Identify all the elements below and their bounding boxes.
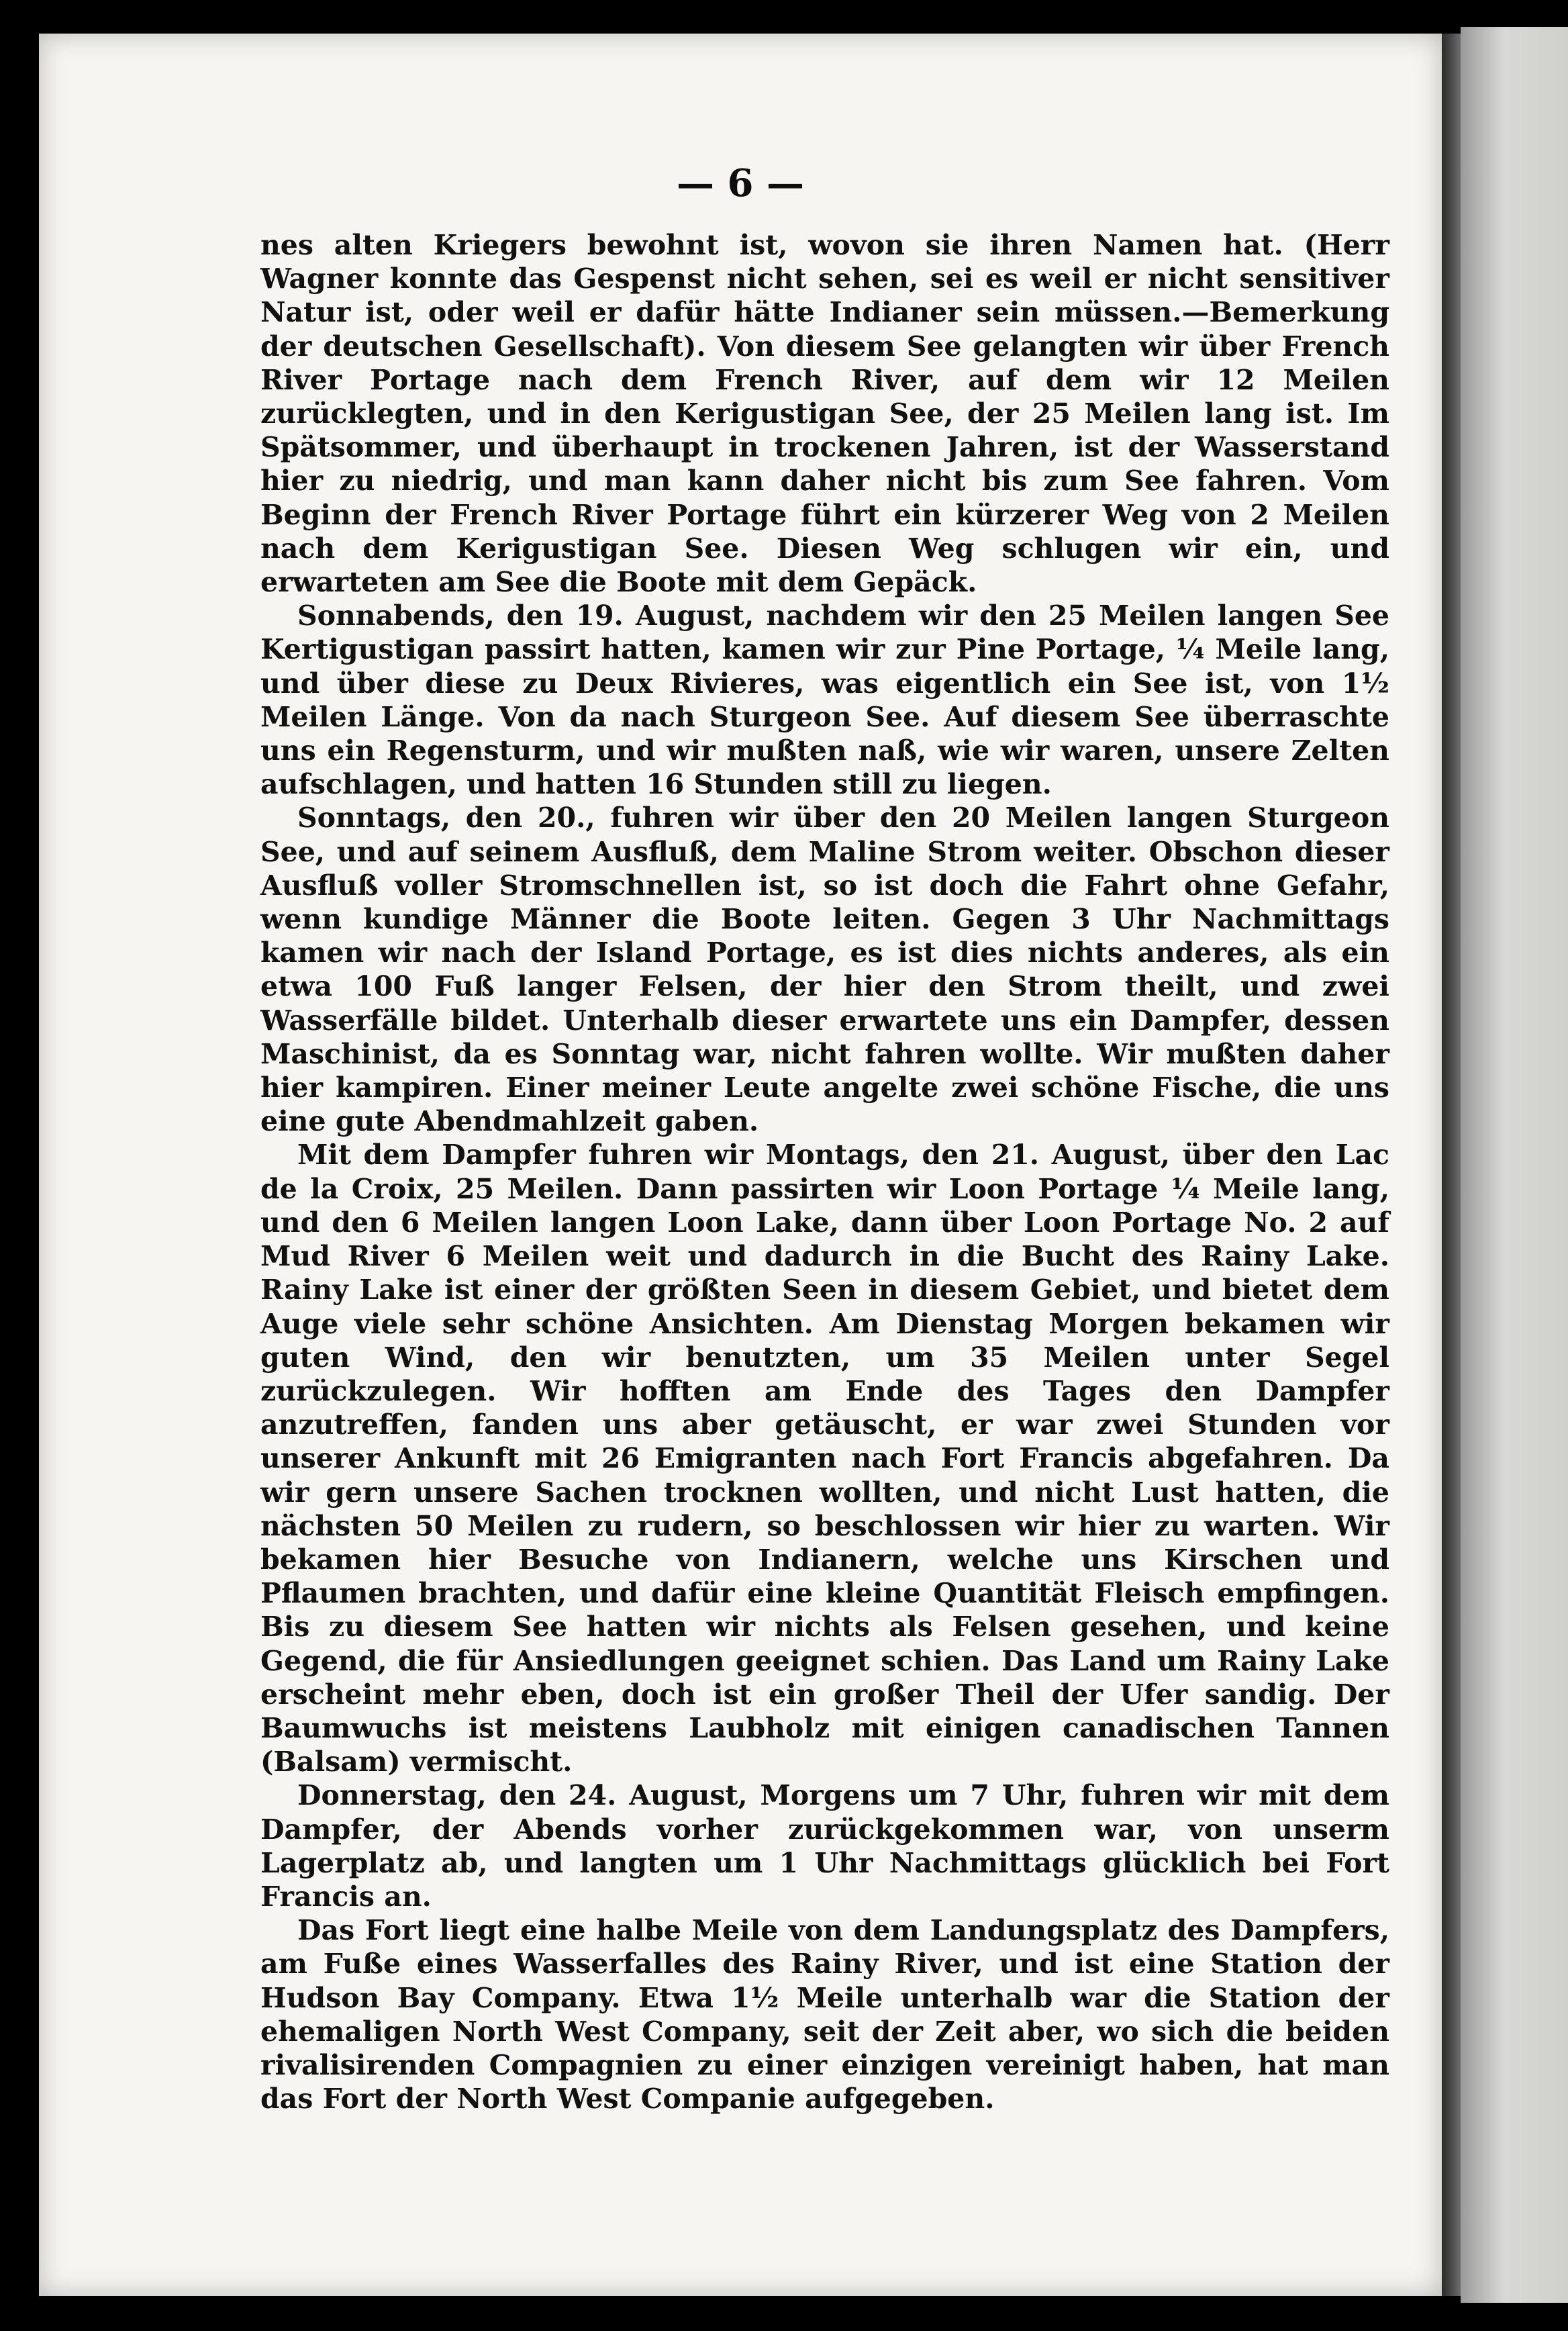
paragraph-2: Sonnabends, den 19. August, nachdem wir den 25 Meilen langen See Kertigustigan passirt hatten, kamen wir zur Pine Portage, ¼ Meile lang, und über diese zu Deux Rivieres, was eigentlich ein See ist, von 1½ Meilen Länge. Von da nach Sturgeon See. Auf diesem See überraschte uns ein Regensturm, und wir mußten naß, wie wir waren, unsere Zelten aufschlagen, und hatten 16 Stunden still zu liegen. (260, 600, 1389, 801)
paragraph-5: Donnerstag, den 24. August, Morgens um 7 Uhr, fuhren wir mit dem Dampfer, der Abends vorher zurückgekommen war, von unserm Lagerplatz ab, und langten um 1 Uhr Nachmittags glücklich bei Fort Francis an. (260, 1779, 1389, 1913)
paragraph-3: Sonntags, den 20., fuhren wir über den 20 Meilen langen Sturgeon See, und auf seinem Ausfluß, dem Maline Strom weiter. Obschon dieser Ausfluß voller Stromschnellen ist, so ist doch die Fahrt ohne Gefahr, wenn kundige Männer die Boote leiten. Gegen 3 Uhr Nachmittags kamen wir nach der Island Portage, es ist dies nichts anderes, als ein etwa 100 Fuß langer Felsen, der hier den Strom theilt, und zwei Wasserfälle bildet. Unterhalb dieser erwartete uns ein Dampfer, dessen Maschinist, da es Sonntag war, nicht fahren wollte. Wir mußten daher hier kampiren. Einer meiner Leute angelte zwei schöne Fische, die uns eine gute Abendmahlzeit gaben. (260, 802, 1389, 1138)
body-text (260, 228, 1389, 2115)
page-gutter (1442, 34, 1461, 2296)
paragraph-6: Das Fort liegt eine halbe Meile von dem Landungsplatz des Dampfers, am Fuße eines Wasserfalles des Rainy River, und ist eine Station der Hudson Bay Company. Etwa 1½ Meile unterhalb war die Station der ehemaligen North West Company, seit der Zeit aber, wo sich die beiden rivalisirenden Compagnien zu einer einzigen vereinigt haben, hat man das Fort der North West Companie aufgegeben. (260, 1914, 1389, 2115)
page-number: — 6 — (677, 161, 804, 205)
adjacent-page-edge (1461, 27, 1568, 2303)
paragraph-4: Mit dem Dampfer fuhren wir Montags, den 21. August, über den Lac de la Croix, 25 Meilen. Dann passirten wir Loon Portage ¼ Meile lang, und den 6 Meilen langen Loon Lake, dann über Loon Portage No. 2 auf Mud River 6 Meilen weit und dadurch in die Bucht des Rainy Lake. Rainy Lake ist einer der größten Seen in diesem Gebiet, und bietet dem Auge viele sehr schöne Ansichten. Am Dienstag Morgen bekamen wir guten Wind, den wir benutzten, um 35 Meilen unter Segel zurückzulegen. Wir hofften am Ende des Tages den Dampfer anzutreffen, fanden uns aber getäuscht, er war zwei Stunden vor unserer Ankunft mit 26 Emigranten nach Fort Francis abgefahren. Da wir gern unsere Sachen trocknen wollten, und nicht Lust hatten, die nächsten 50 Meilen zu rudern, so beschlossen wir hier zu warten. Wir bekamen hier Besuche von Indianern, welche uns Kirschen und Pflaumen brachten, und dafür eine kleine Quantität Fleisch empfingen. Bis zu diesem See hatten wir nichts als Felsen gesehen, und keine Gegend, die für Ansiedlungen geeignet schien. Das Land um Rainy Lake erscheint mehr eben, doch ist ein großer Theil der Ufer sandig. Der Baumwuchs ist meistens Laubholz mit einigen canadischen Tannen (Balsam) vermischt. (260, 1139, 1389, 1778)
book-page (39, 34, 1442, 2296)
paragraph-1: nes alten Kriegers bewohnt ist, wovon sie ihren Namen hat. (Herr Wagner konnte das Gespenst nicht sehen, sei es weil er nicht sensitiver Natur ist, oder weil er dafür hätte Indianer sein müssen.—Bemerkung der deutschen Gesellschaft). Von diesem See gelangten wir über French River Portage nach dem French River, auf dem wir 12 Meilen zurücklegten, und in den Kerigustigan See, der 25 Meilen lang ist. Im Spätsommer, und überhaupt in trockenen Jahren, ist der Wasserstand hier zu niedrig, und man kann daher nicht bis zum See fahren. Vom Beginn der French River Portage führt ein kürzerer Weg von 2 Meilen nach dem Kerigustigan See. Diesen Weg schlugen wir ein, und erwarteten am See die Boote mit dem Gepäck. (260, 229, 1389, 599)
